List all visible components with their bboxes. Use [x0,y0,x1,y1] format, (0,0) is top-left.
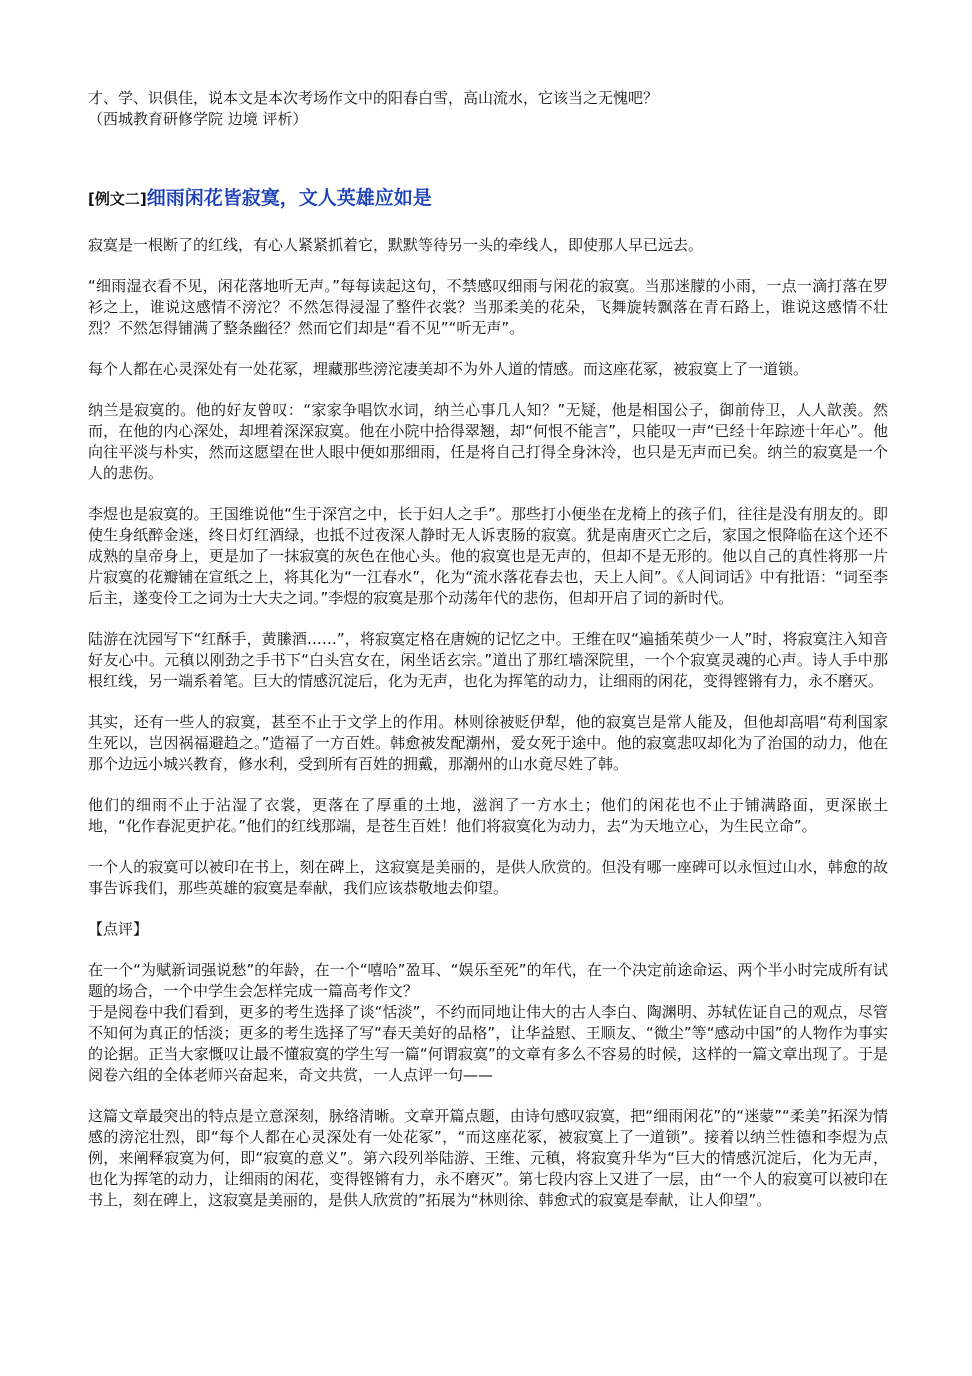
paragraph-2: “细雨湿衣看不见，闲花落地听无声。”每每读起这句，不禁感叹细雨与闲花的寂寞。当那迷朦的小雨，一点一滴打落在罗衫之上，谁说这感情不滂沱？不然怎得浸湿了整件衣裳？当那柔美的花朵，飞舞旋转飘落在青石路上，谁说这感情不壮烈？不然怎得铺满了整条幽径？然而它们却是“看不见”“听无声”。 [88,277,888,337]
commentary-paragraph-1: 在一个“为赋新词强说愁”的年龄，在一个“嘻哈”盈耳、“娱乐至死”的年代，在一个决定前途命运、两个半小时完成所有试题的场合，一个中学生会怎样完成一篇高考作文？ [88,961,888,1000]
paragraph-4: 纳兰是寂寞的。他的好友曾叹：“家家争唱饮水词，纳兰心事几人知？”无疑，他是相国公子，御前侍卫，人人歆羡。然而，在他的内心深处，却埋着深深寂寞。他在小院中拾得翠翘，却“何恨不能言”，只能叹一声“已经十年踪迹十年心”。他向往平淡与朴实，然而这愿望在世人眼中便如那细雨，任是将自己打得全身沐泠，也只是无声而已矣。纳兰的寂寞是一个人的悲伤。 [88,401,888,482]
essay-tag: [例文二] [88,190,147,208]
intro-line-1: 才、学、识俱佳，说本文是本次考场作文中的阳春白雪，高山流水，它该当之无愧吧？ [88,89,659,107]
paragraph-7: 其实，还有一些人的寂寞，甚至不止于文学上的作用。林则徐被贬伊犁，他的寂寞岂是常人能及，但他却高唱“苟利国家生死以，岂因祸福避趋之。”造福了一方百姓。韩愈被发配潮州，爱女死于途中。他的寂寞悲叹却化为了治国的动力，他在那个边远小城兴教育，修水利，受到所有百姓的拥戴，那潮州的山水竟尽姓了韩。 [88,713,888,773]
commentary-paragraph-3: 这篇文章最突出的特点是立意深刻，脉络清晰。文章开篇点题，由诗句感叹寂寞，把“细雨闲花”的“迷蒙”“柔美”拓深为情感的滂沱壮烈，即“每个人都在心灵深处有一处花冢”，“而这座花冢，被寂寞上了一道锁”。接着以纳兰性德和李煜为点例，来阐释寂寞为何，即“寂寞的意义”。第六段列举陆游、王维、元稹，将寂寞升华为“巨大的情感沉淀后，化为无声，也化为挥笔的动力，让细雨的闲花，变得铿锵有力，永不磨灭”。第七段内容上又进了一层，由“一个人的寂寞可以被印在书上，刻在碑上，这寂寞是美丽的，是供人欣赏的”拓展为“林则徐、韩愈式的寂寞是奉献，让人仰望”。 [88,1107,888,1209]
essay-heading [88,186,888,211]
commentary-paragraph-2: 于是阅卷中我们看到，更多的考生选择了谈“恬淡”，不约而同地让伟大的古人李白、陶渊明、苏轼佐证自己的观点，尽管不知何为真正的恬淡；更多的考生选择了写“春天美好的品格”，让华益慰、王顺友、“微尘”等“感动中国”的人物作为事实的论据。正当大家慨叹让最不懂寂寞的学生写一篇“何谓寂寞”的文章有多么不容易的时候，这样的一篇文章出现了。于是阅卷六组的全体老师兴奋起来，奇文共赏，一人点评一句—— [88,1003,888,1084]
document-page [88,88,888,1211]
essay-title: 细雨闲花皆寂寞，文人英雄应如是 [146,187,432,209]
paragraph-8: 他们的细雨不止于沾湿了衣裳，更落在了厚重的土地，滋润了一方水土；他们的闲花也不止于铺满路面，更深嵌土地，“化作春泥更护花。”他们的红线那端，是苍生百姓！他们将寂寞化为动力，去“为天地立心，为生民立命”。 [88,796,888,835]
paragraph-3: 每个人都在心灵深处有一处花冢，埋藏那些滂沱凄美却不为外人道的情感。而这座花冢，被寂寞上了一道锁。 [88,360,809,378]
commentary-label: 【点评】 [88,920,149,938]
paragraph-5: 李煜也是寂寞的。王国维说他“生于深宫之中，长于妇人之手”。那些打小便坐在龙椅上的孩子们，往往是没有朋友的。即使生身纸醉金迷，终日灯红酒绿，也抵不过夜深人静时无人诉衷肠的寂寞。犹是南唐灭亡之后，家国之恨降临在这个还不成熟的皇帝身上，更是加了一抹寂寞的灰色在他心头。他的寂寞也是无声的，但却不是无形的。他以自己的真性将那一片片寂寞的花瓣铺在宣纸之上，将其化为“一江春水”，化为“流水落花春去也，天上人间”。《人间词话》中有批语：“词至李后主，遂变伶工之词为士大夫之词。”李煜的寂寞是那个动荡年代的悲伤，但却开启了词的新时代。 [88,505,888,607]
paragraph-1: 寂寞是一根断了的红线，有心人紧紧抓着它，默默等待另一头的牵线人，即使那人早已远去。 [88,236,704,254]
intro-line-2: （西城教育研修学院 边境 评析） [88,110,308,128]
paragraph-6: 陆游在沈园写下“红酥手，黄縢酒……”，将寂寞定格在唐婉的记忆之中。王维在叹“遍插茱萸少一人”时，将寂寞注入知音好友心中。元稹以刚劲之手书下“白头宫女在，闲坐话玄宗。”道出了那红墙深院里，一个个寂寞灵魂的心声。诗人手中那根红线，另一端系着笔。巨大的情感沉淀后，化为无声，也化为挥笔的动力，让细雨的闲花，变得铿锵有力，永不磨灭。 [88,630,888,690]
paragraph-9: 一个人的寂寞可以被印在书上，刻在碑上，这寂寞是美丽的，是供人欣赏的。但没有哪一座碑可以永恒过山水，韩愈的故事告诉我们，那些英雄的寂寞是奉献，我们应该恭敬地去仰望。 [88,858,888,897]
